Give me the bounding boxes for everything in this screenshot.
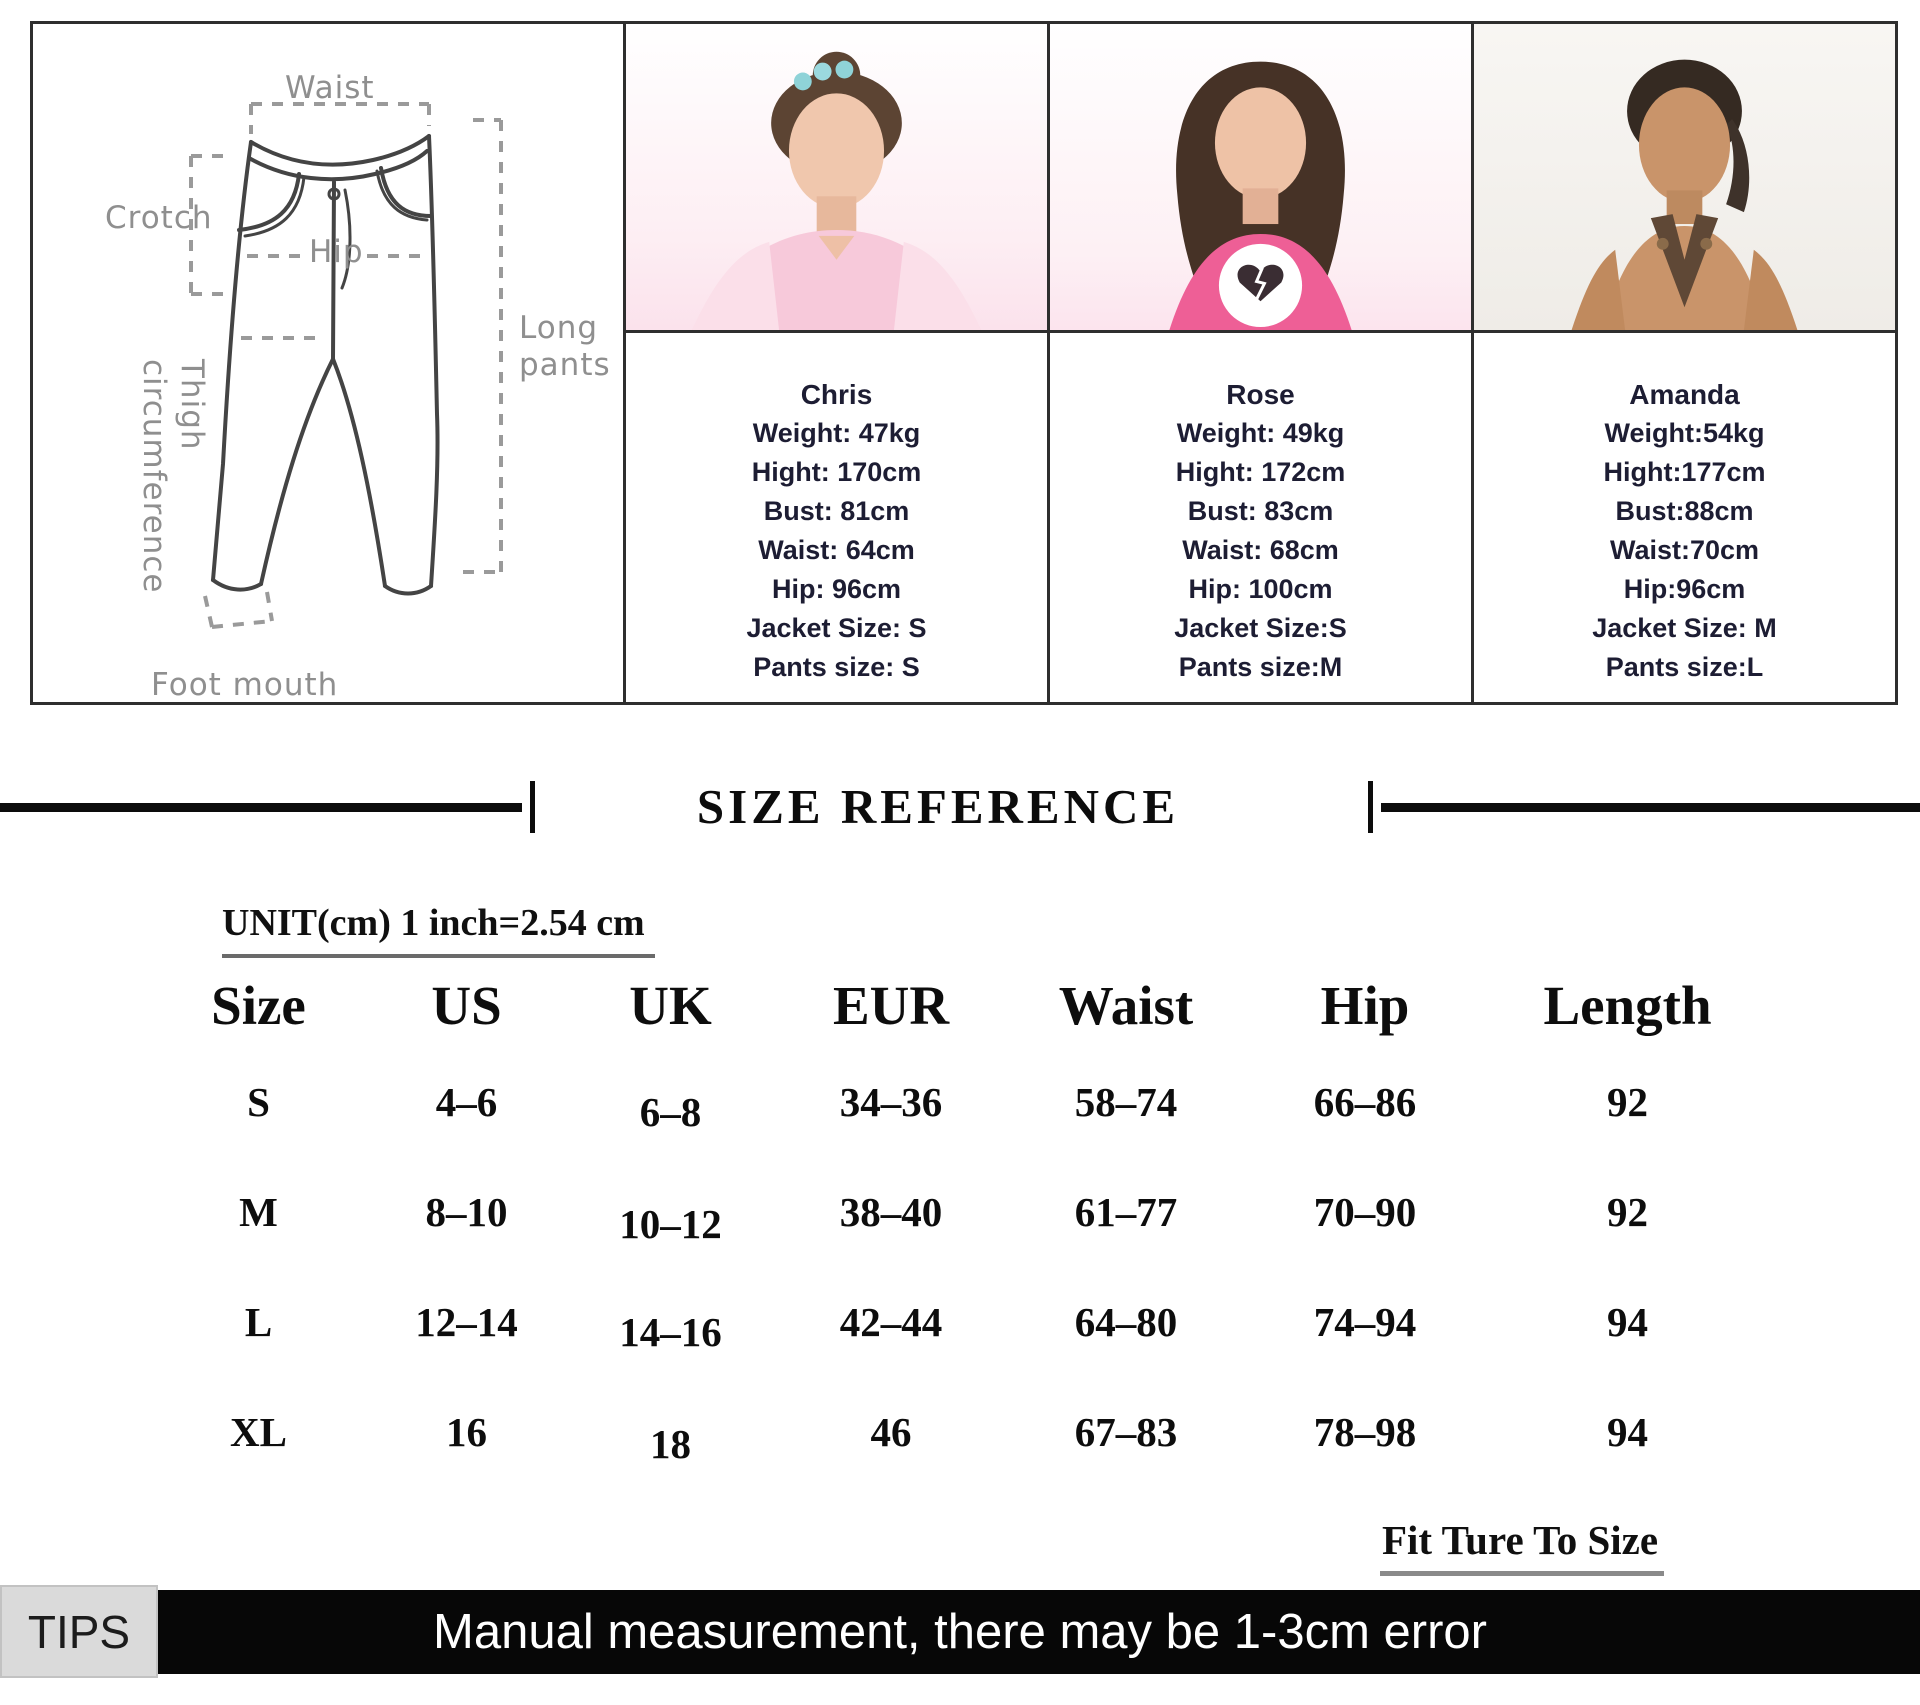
diagram-label-long-pants: Long pants [519, 310, 611, 383]
table-cell: 67–83 [1074, 1409, 1178, 1455]
model-stat-line: Hip: 100cm [1188, 574, 1333, 604]
model-stat-line: Hip: 96cm [771, 574, 902, 604]
table-cell: L [244, 1299, 273, 1345]
table-cell: 38–40 [839, 1189, 943, 1235]
model-stat-line: Waist:70cm [1609, 535, 1760, 565]
model-stat-line: Weight:54kg [1604, 418, 1765, 448]
diagram-label-crotch: Crotch [105, 200, 213, 236]
model-stat-line: Hight: 170cm [751, 457, 922, 487]
table-cell: 74–94 [1313, 1299, 1417, 1345]
model-photo-chris [626, 24, 1047, 333]
column-header: Length [1543, 974, 1712, 1036]
model-stat-line: Jacket Size: M [1592, 613, 1777, 643]
model-stat-line: Pants size:L [1605, 652, 1764, 682]
model-stat-line: Jacket Size: S [746, 613, 927, 643]
model-stat-line: Pants size: S [753, 652, 920, 682]
fit-note: Fit Ture To Size [1380, 1516, 1664, 1576]
divider-line-right [1381, 803, 1920, 812]
model-name: Chris [800, 379, 873, 410]
column-header: UK [629, 974, 712, 1036]
model-stat-line: Hight: 172cm [1175, 457, 1346, 487]
column-header: Size [211, 974, 306, 1036]
model-stat-line: Waist: 64cm [758, 535, 915, 565]
model-photo-rose [1050, 24, 1471, 333]
table-cell: 70–90 [1313, 1189, 1417, 1235]
table-cell: 18 [650, 1421, 691, 1467]
model-stats-amanda [1474, 333, 1895, 702]
table-cell: S [247, 1079, 270, 1125]
table-cell: 46 [870, 1409, 912, 1455]
table-cell: 58–74 [1074, 1079, 1178, 1125]
model-name: Amanda [1629, 379, 1740, 410]
table-cell: 64–80 [1074, 1299, 1178, 1345]
table-cell: 92 [1607, 1079, 1648, 1125]
table-row-m [150, 1157, 1770, 1267]
model-photo-amanda [1474, 24, 1895, 333]
pants-measurement-diagram [33, 24, 626, 702]
divider-tick-right [1368, 781, 1373, 833]
model-stats-chris [626, 333, 1047, 702]
table-cell: 61–77 [1074, 1189, 1178, 1235]
model-column-chris [626, 24, 1050, 702]
column-header: Waist [1058, 974, 1194, 1036]
table-cell: 8–10 [425, 1189, 508, 1235]
model-name: Rose [1226, 379, 1295, 410]
table-cell: 94 [1607, 1409, 1648, 1455]
model-column-rose [1050, 24, 1474, 702]
table-cell: 34–36 [839, 1079, 943, 1125]
table-cell: 92 [1607, 1189, 1648, 1235]
model-stat-line: Waist: 68cm [1182, 535, 1339, 565]
section-title: SIZE REFERENCE [696, 779, 1180, 834]
table-cell: 6–8 [639, 1089, 702, 1135]
table-cell: 66–86 [1313, 1079, 1417, 1125]
column-header: Hip [1320, 974, 1410, 1036]
table-row-xl [150, 1377, 1770, 1487]
size-table-header-row [150, 963, 1770, 1047]
diagram-label-foot-mouth: Foot mouth [151, 667, 339, 703]
size-table-body [150, 1047, 1770, 1487]
table-row-l [150, 1267, 1770, 1377]
model-stat-line: Weight: 49kg [1176, 418, 1345, 448]
table-cell: 94 [1607, 1299, 1648, 1345]
table-cell: 42–44 [839, 1299, 943, 1345]
model-stats-rose [1050, 333, 1471, 702]
table-cell: 10–12 [619, 1201, 722, 1247]
model-stat-line: Hip:96cm [1623, 574, 1746, 604]
column-header: EUR [832, 974, 950, 1036]
tips-label: TIPS [0, 1585, 158, 1678]
table-cell: 16 [446, 1409, 487, 1455]
model-stat-line: Bust: 83cm [1187, 496, 1334, 526]
table-cell: XL [230, 1409, 287, 1455]
model-column-amanda [1474, 24, 1895, 702]
table-row-s [150, 1047, 1770, 1157]
model-stat-line: Bust:88cm [1615, 496, 1754, 526]
model-stat-line: Weight: 47kg [752, 418, 921, 448]
size-info-panel [30, 21, 1898, 705]
model-stat-line: Hight:177cm [1603, 457, 1766, 487]
table-cell: 78–98 [1313, 1409, 1417, 1455]
model-stat-line: Jacket Size:S [1174, 613, 1347, 643]
unit-note: UNIT(cm) 1 inch=2.54 cm [222, 901, 655, 958]
column-header: US [431, 974, 502, 1036]
model-stat-line: Pants size:M [1178, 652, 1343, 682]
tips-message: Manual measurement, there may be 1-3cm error [433, 1605, 1487, 1659]
diagram-label-hip: Hip [309, 234, 364, 270]
table-cell: M [239, 1189, 278, 1235]
table-cell: 12–14 [415, 1299, 518, 1345]
diagram-label-waist: Waist [285, 70, 375, 106]
table-cell: 14–16 [619, 1309, 722, 1355]
table-cell: 4–6 [435, 1079, 498, 1125]
model-stat-line: Bust: 81cm [763, 496, 910, 526]
size-table [150, 963, 1770, 1487]
diagram-label-thigh-circumference: Thigh circumference [136, 359, 210, 594]
